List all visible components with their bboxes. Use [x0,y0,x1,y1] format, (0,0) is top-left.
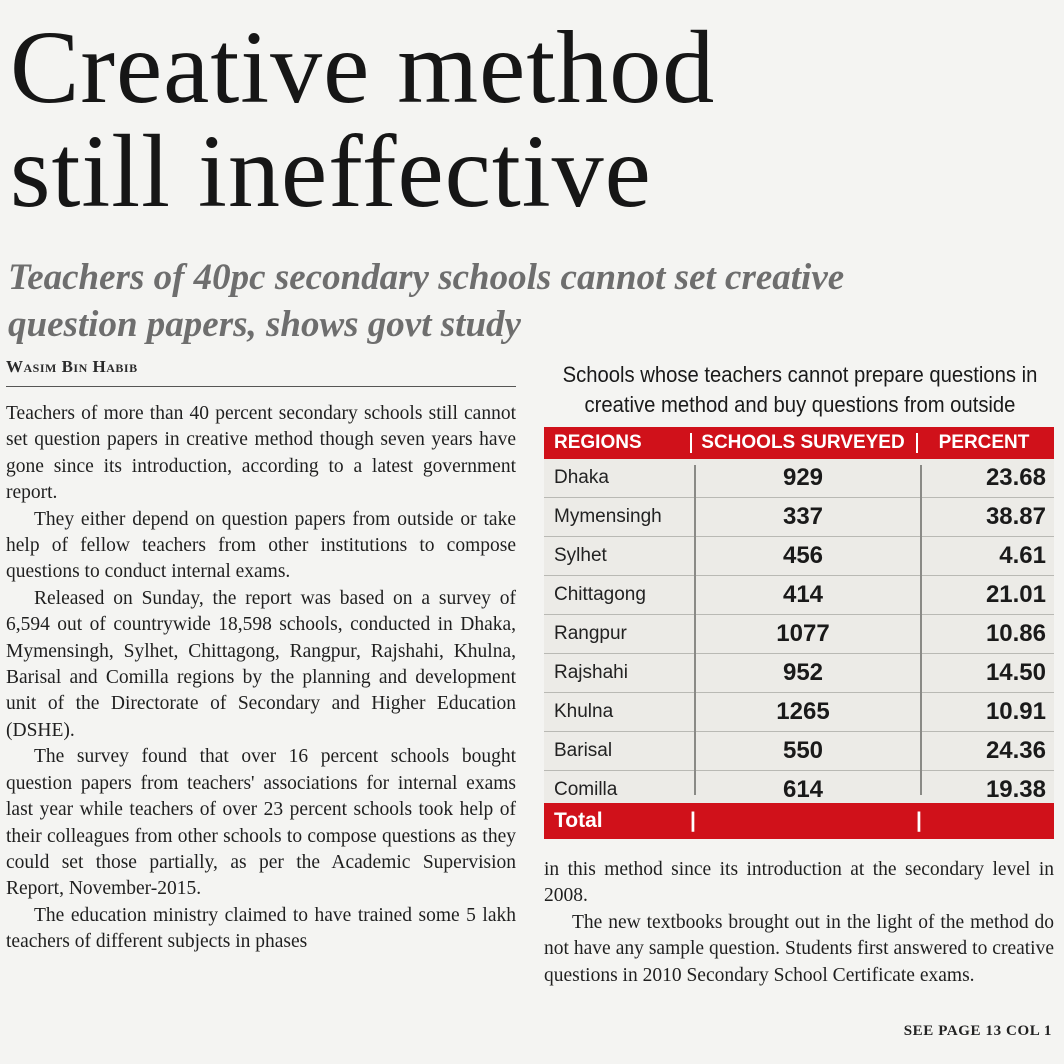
paragraph-3: Released on Sunday, the report was based on a survey of 6,594 out of countrywide 18,598 schools, conducted in Dhaka, Mymensingh, Sylhet, Chittagong, Rangpur, Rajshahi, Khulna, Barisal and Comilla regions by the planning and development unit of the Directorate of Secondary and Higher Education (DSHE). [6,587,516,741]
surveyed-cell: 1077 [776,620,830,647]
headline-line-2: still ineffective [10,114,652,229]
region-cell: Dhaka [554,467,609,488]
region-cell: Khulna [554,701,614,722]
article-column-left [6,401,516,956]
deck-line-2: question papers, shows govt study [8,304,521,345]
column-divider [920,465,922,795]
percent-cell: 10.91 [985,698,1046,725]
surveyed-cell: 952 [782,659,824,686]
percent-cell: 10.86 [985,620,1046,647]
region-cell: Mymensingh [554,506,662,527]
percent-cell: 23.68 [985,464,1046,491]
article-column-right [544,857,1054,989]
table-row [544,537,1054,576]
deck-line-1: Teachers of 40pc secondary schools cannot set creative [8,257,845,298]
percent-cell: 14.50 [985,659,1046,686]
percent-cell: 24.36 [985,737,1046,764]
total-divider: | [690,809,696,832]
headline [10,10,1060,229]
header-schools-surveyed: SCHOOLS SURVEYED [701,432,905,453]
paragraph-5: The education ministry claimed to have trained some 5 lakh teachers of different subjects in phases [6,904,516,953]
table-row [544,615,1054,654]
surveyed-cell: 337 [782,503,824,530]
regions-table [544,427,1054,839]
table-title-line-2: creative method and buy questions from outside [584,392,1016,417]
column-divider [694,465,696,795]
table-row [544,654,1054,693]
deck-subheadline [8,254,1058,348]
header-divider [916,433,918,453]
table-row [544,498,1054,537]
region-cell: Barisal [554,740,613,761]
surveyed-cell: 614 [782,776,824,803]
surveyed-cell: 929 [782,464,824,491]
percent-cell: 4.61 [999,542,1046,569]
percent-cell: 38.87 [985,503,1046,530]
headline-line-1: Creative method [10,10,716,125]
table-row [544,693,1054,732]
surveyed-cell: 456 [782,542,824,569]
region-cell: Chittagong [554,584,646,605]
paragraph-1: Teachers of more than 40 percent secondary schools still cannot set question papers in creative method though seven years have gone since its introduction, according to a latest government report. [6,403,516,504]
header-percent: PERCENT [938,432,1030,453]
region-cell: Comilla [554,779,618,800]
paragraph-7: The new textbooks brought out in the light of the method do not have any sample question. Students first answered to creative questions in 2010 Secondary School Certificate exams. [544,911,1054,986]
table-total-row [544,803,1054,839]
table-row [544,576,1054,615]
byline: Wasim Bin Habib [6,357,516,387]
table-title-line-1: Schools whose teachers cannot prepare questions in [562,362,1038,387]
paragraph-6: in this method since its introduction at the secondary level in 2008. [544,859,1054,907]
region-cell: Rangpur [554,623,627,644]
table-row [544,459,1054,498]
percent-cell: 21.01 [985,581,1046,608]
percent-cell: 19.38 [985,776,1046,803]
paragraph-4: The survey found that over 16 percent schools bought question papers from teachers' associations for internal exams last year while teachers of over 23 percent schools took help of their colleagues from other schools to compose questions as they could set those partially, as per the Academic Supervision Report, November-2015. [6,746,516,900]
surveyed-cell: 550 [782,737,824,764]
header-regions: REGIONS [554,432,642,453]
region-cell: Sylhet [554,545,607,566]
paragraph-2: They either depend on question papers from outside or take help of fellow teachers from other institutions to compose questions to conduct internal exams. [6,508,516,583]
continued-on-page-note: SEE PAGE 13 COL 1 [903,1023,1052,1039]
total-label: Total [554,809,603,832]
region-cell: Rajshahi [554,662,628,683]
surveyed-cell: 1265 [776,698,830,725]
surveyed-cell: 414 [782,581,824,608]
header-divider [690,433,692,453]
table-body [544,459,1054,810]
table-title [561,360,1039,420]
total-divider: | [916,809,922,832]
table-row [544,732,1054,771]
table-header-row [544,427,1054,459]
